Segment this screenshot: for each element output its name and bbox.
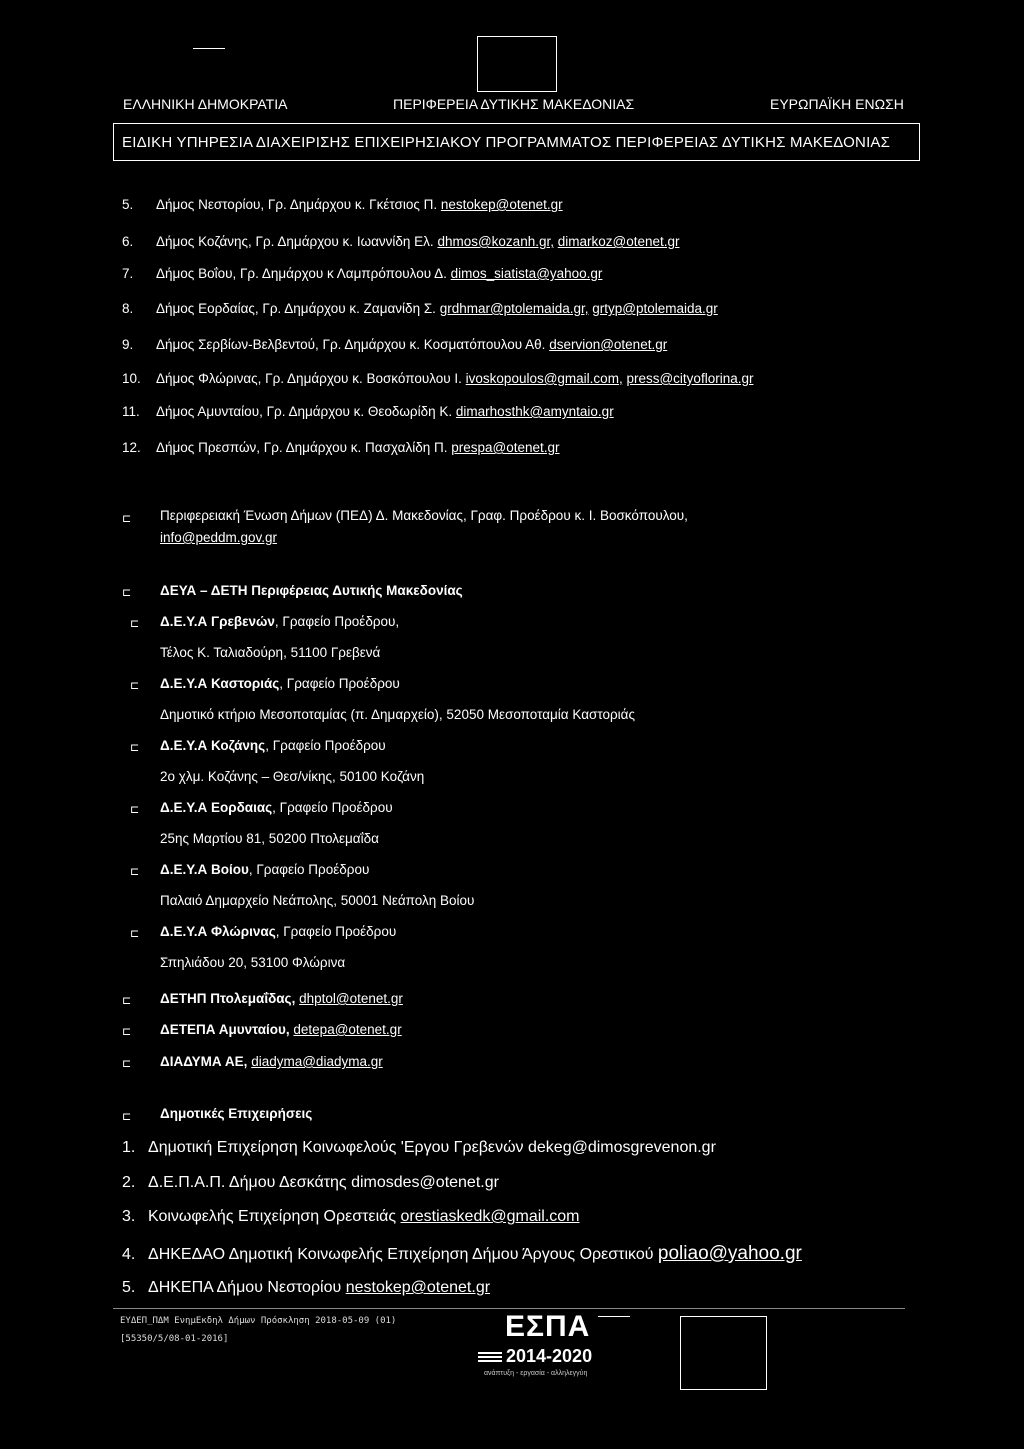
bullet-icon: ⊏	[130, 680, 140, 692]
municipality-text: Δήμος Κοζάνης, Γρ. Δημάρχου κ. Ιωαννίδη Ελ.	[156, 234, 434, 249]
bullet-icon: ⊏	[130, 804, 140, 816]
municipality-email-link[interactable]: dservion@otenet.gr	[549, 337, 668, 352]
eu-logo-placeholder	[680, 1316, 767, 1390]
deya-address: Σπηλιάδου 20, 53100 Φλώρινα	[160, 955, 346, 970]
footer-line1: ΕΥΔΕΠ_ΠΔΜ ΕνημΕκδηλ Δήμων Πρόσκληση 2018-05-09 (01)	[120, 1316, 397, 1326]
deth-name: ΔΙΑΔΥΜΑ ΑΕ,	[160, 1054, 248, 1069]
item-number: 10.	[122, 371, 141, 386]
item-number: 12.	[122, 440, 141, 455]
espa-logo-text: ΕΣΠΑ	[505, 1310, 591, 1343]
bullet-icon: ⊏	[122, 995, 132, 1007]
deya-item	[160, 738, 386, 753]
enterprise-text: Δ.Ε.Π.Α.Π. Δήμου Δεσκάτης dimosdes@otenet.gr	[148, 1174, 499, 1191]
header-left: ΕΛΛΗΝΙΚΗ ΔΗΜΟΚΡΑΤΙΑ	[123, 96, 288, 112]
municipality-email-link[interactable]: ivoskopoulos@gmail.com,	[465, 371, 623, 386]
municipality-text: Δήμος Σερβίων-Βελβεντού, Γρ. Δημάρχου κ. Κοσματόπουλου Αθ.	[156, 337, 546, 352]
deth-email-link[interactable]: diadyma@diadyma.gr	[251, 1054, 383, 1069]
header-rule-top	[113, 123, 920, 124]
item-number: 5.	[122, 1279, 136, 1296]
ped-email-link[interactable]: info@peddm.gov.gr	[160, 530, 278, 545]
municipality-row	[122, 266, 602, 281]
deth-email-link[interactable]: detepa@otenet.gr	[293, 1022, 402, 1037]
deya-item	[160, 614, 399, 629]
deya-office: , Γραφείο Προέδρου,	[274, 614, 400, 629]
municipality-row	[122, 337, 667, 352]
bullet-icon: ⊏	[130, 618, 140, 630]
deth-item	[160, 1054, 383, 1069]
deya-office: , Γραφείο Προέδρου	[275, 924, 397, 939]
ped-text: Περιφερειακή Ένωση Δήμων (ΠΕΔ) Δ. Μακεδονίας, Γραφ. Προέδρου κ. Ι. Βοσκόπουλου,	[160, 508, 688, 523]
deya-office: , Γραφείο Προέδρου	[279, 676, 400, 691]
flag-icon	[478, 1352, 502, 1364]
espa-tagline: ανάπτυξη - εργασία - αλληλεγγύη	[484, 1370, 588, 1377]
enterprise-row	[122, 1139, 716, 1157]
deya-item	[160, 862, 369, 877]
municipality-email-link[interactable]: dimarhosthk@amyntaio.gr	[455, 404, 614, 419]
deya-item	[160, 924, 396, 939]
municipality-text: Δήμος Βοΐου, Γρ. Δημάρχου κ Λαμπρόπουλου Δ.	[156, 266, 447, 281]
municipality-text: Δήμος Φλώρινας, Γρ. Δημάρχου κ. Βοσκόπουλου Ι.	[156, 371, 462, 386]
enterprise-text: Δημοτική Επιχείρηση Κοινωφελούς 'Εργου Γρεβενών dekeg@dimosgrevenon.gr	[148, 1139, 716, 1156]
enterprise-text: ΔΗΚΕΠΑ Δήμου Νεστορίου	[148, 1279, 346, 1296]
municipality-row	[122, 371, 753, 386]
bullet-icon: ⊏	[122, 1058, 132, 1070]
header-subtitle: ΕΙΔΙΚΗ ΥΠΗΡΕΣΙΑ ΔΙΑΧΕΙΡΙΣΗΣ ΕΠΙΧΕΙΡΗΣΙΑΚΟΥ ΠΡΟΓΡΑΜΜΑΤΟΣ ΠΕΡΙΦΕΡΕΙΑΣ ΔΥΤΙΚΗΣ ΜΑΚΕΔΟΝΙΑΣ	[122, 134, 891, 151]
deya-item	[160, 676, 400, 691]
espa-years: 2014-2020	[506, 1346, 593, 1366]
deya-address: Τέλος Κ. Ταλιαδούρη, 51100 Γρεβενά	[160, 645, 381, 660]
municipality-email-link[interactable]: grdhmar@ptolemaida.gr,	[439, 301, 589, 316]
item-number: 6.	[122, 234, 134, 249]
deth-item	[160, 991, 403, 1006]
municipality-email-link[interactable]: nestokep@otenet.gr	[440, 197, 563, 212]
item-number: 3.	[122, 1208, 136, 1225]
municipality-text: Δήμος Αμυνταίου, Γρ. Δημάρχου κ. Θεοδωρίδη Κ.	[156, 404, 453, 419]
deth-item	[160, 1022, 402, 1037]
municipality-row	[122, 440, 560, 455]
footer-rule	[113, 1308, 905, 1309]
deya-office: , Γραφείο Προέδρου	[248, 862, 370, 877]
municipality-text: Δήμος Πρεσπών, Γρ. Δημάρχου κ. Πασχαλίδη Π.	[156, 440, 448, 455]
bullet-icon: ⊏	[122, 513, 132, 525]
municipality-row	[122, 301, 718, 316]
deth-email-link[interactable]: dhptol@otenet.gr	[299, 991, 403, 1006]
enterprise-row	[122, 1279, 490, 1297]
item-number: 1.	[122, 1139, 136, 1156]
enterprise-row	[122, 1243, 802, 1265]
municipality-email-link[interactable]: press@cityoflorina.gr	[626, 371, 754, 386]
item-number: 8.	[122, 301, 134, 316]
municipality-row	[122, 197, 563, 212]
deya-address: Παλαιό Δημαρχείο Νεάπολης, 50001 Νεάπολη Βοίου	[160, 893, 475, 908]
enterprise-row	[122, 1174, 499, 1192]
bullet-icon: ⊏	[130, 742, 140, 754]
enterprise-text: Κοινωφελής Επιχείρηση Ορεστειάς	[148, 1208, 401, 1225]
municipality-row	[122, 404, 614, 419]
header-right: ΕΥΡΩΠΑΪΚΗ ΕΝΩΣΗ	[770, 96, 904, 112]
enterprises-title: Δημοτικές Επιχειρήσεις	[160, 1106, 313, 1121]
item-number: 2.	[122, 1174, 136, 1191]
item-number: 7.	[122, 266, 134, 281]
municipality-row	[122, 234, 680, 249]
deya-name: Δ.Ε.Υ.Α Βοίου	[160, 862, 249, 877]
municipality-text: Δήμος Νεστορίου, Γρ. Δημάρχου κ. Γκέτσιος Π.	[156, 197, 438, 212]
enterprise-email-link[interactable]: nestokep@otenet.gr	[345, 1279, 491, 1296]
deya-name: Δ.Ε.Υ.Α Καστοριάς	[160, 676, 280, 691]
deya-name: Δ.Ε.Υ.Α Κοζάνης	[160, 738, 266, 753]
municipality-text: Δήμος Εορδαίας, Γρ. Δημάρχου κ. Ζαμανίδη Σ.	[156, 301, 436, 316]
bullet-icon: ⊏	[122, 587, 132, 599]
deya-item	[160, 800, 393, 815]
header-rule-left	[113, 123, 114, 161]
municipality-email-link[interactable]: prespa@otenet.gr	[451, 440, 560, 455]
header-rule-bottom	[113, 160, 920, 161]
enterprise-email-link[interactable]: poliao@yahoo.gr	[657, 1243, 802, 1264]
emblem-placeholder	[477, 36, 557, 92]
deya-office: , Γραφείο Προέδρου	[272, 800, 393, 815]
deya-address: Δημοτικό κτήριο Μεσοποταμίας (π. Δημαρχείο), 52050 Μεσοποταμία Καστοριάς	[160, 707, 635, 722]
deth-name: ΔΕΤΗΠ Πτολεμαΐδας,	[160, 991, 296, 1006]
bullet-icon: ⊏	[130, 866, 140, 878]
enterprise-text: ΔΗΚΕΔΑΟ Δημοτική Κοινωφελής Επιχείρηση Δήμου Άργους Ορεστικού	[148, 1246, 658, 1263]
deya-name: Δ.Ε.Υ.Α Εορδαιας	[160, 800, 273, 815]
deya-office: , Γραφείο Προέδρου	[265, 738, 386, 753]
municipality-email-link[interactable]: dimarkoz@otenet.gr	[557, 234, 680, 249]
header-dash	[193, 48, 225, 49]
deth-name: ΔΕΤΕΠΑ Αμυνταίου,	[160, 1022, 290, 1037]
deya-address: 25ης Μαρτίου 81, 50200 Πτολεμαΐδα	[160, 831, 379, 846]
deya-name: Δ.Ε.Υ.Α Φλώρινας	[160, 924, 276, 939]
header-rule-right	[919, 123, 920, 161]
municipality-email-link[interactable]: grtyp@ptolemaida.gr	[592, 301, 718, 316]
item-number: 5.	[122, 197, 134, 212]
footer-line2: [55350/5/08-01-2016]	[120, 1334, 229, 1344]
bullet-icon: ⊏	[122, 1111, 132, 1123]
footer-dash	[598, 1316, 630, 1317]
municipality-email-link[interactable]: dimos_siatista@yahoo.gr	[450, 266, 603, 281]
municipality-email-link[interactable]: dhmos@kozanh.gr,	[437, 234, 554, 249]
deya-title: ΔΕΥΑ – ΔΕΤΗ Περιφέρειας Δυτικής Μακεδονίας	[160, 583, 463, 598]
enterprise-row	[122, 1208, 580, 1226]
bullet-icon: ⊏	[122, 1026, 132, 1038]
enterprise-email-link[interactable]: orestiaskedk@gmail.com	[400, 1208, 580, 1225]
bullet-icon: ⊏	[130, 928, 140, 940]
deya-name: Δ.Ε.Υ.Α Γρεβενών	[160, 614, 275, 629]
item-number: 4.	[122, 1246, 136, 1263]
item-number: 11.	[122, 404, 140, 419]
item-number: 9.	[122, 337, 134, 352]
deya-address: 2ο χλμ. Κοζάνης – Θεσ/νίκης, 50100 Κοζάνη	[160, 769, 425, 784]
header-center: ΠΕΡΙΦΕΡΕΙΑ ΔΥΤΙΚΗΣ ΜΑΚΕΔΟΝΙΑΣ	[393, 96, 635, 112]
